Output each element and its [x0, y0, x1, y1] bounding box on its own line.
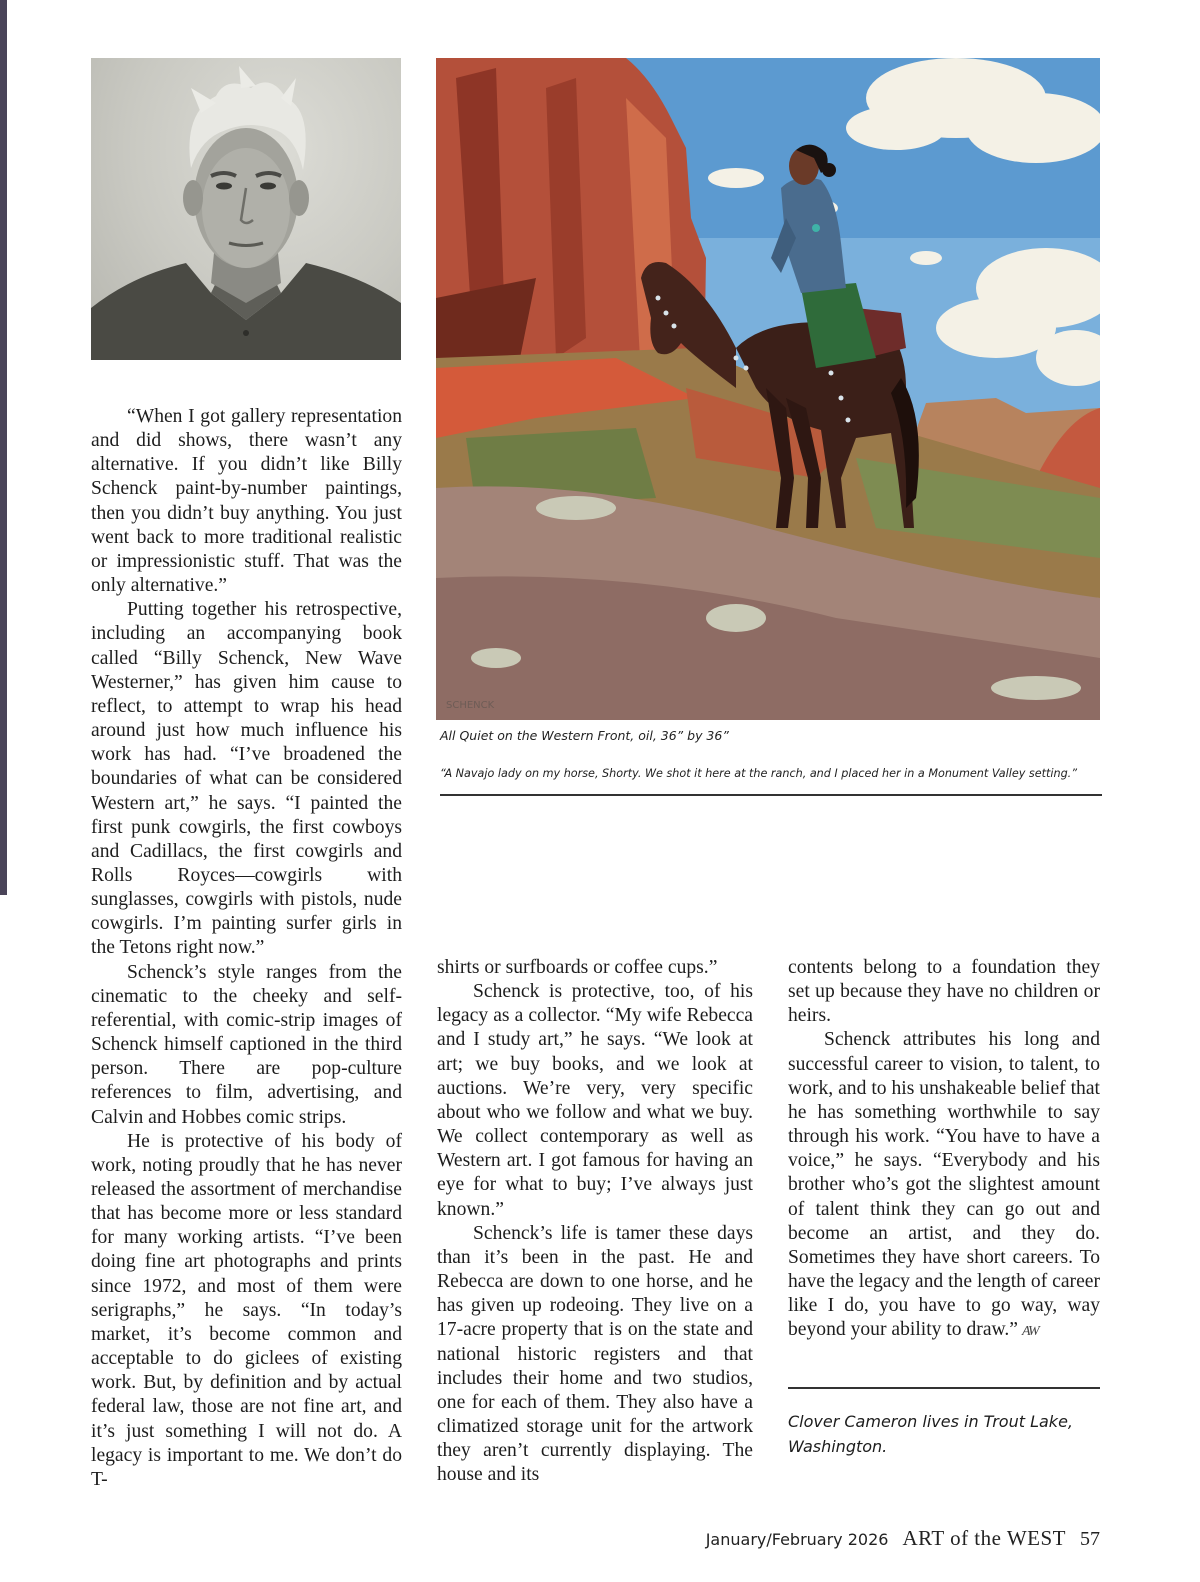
article-column-3 — [788, 956, 1100, 1345]
painting-caption-quote: “A Navajo lady on my horse, Shorty. We shot it here at the ranch, and I placed her in a Monument Valley setting.” — [440, 767, 1078, 780]
portrait-illustration — [91, 58, 401, 360]
painting-signature: SCHENCK — [446, 700, 495, 711]
article-column-2 — [437, 956, 753, 1487]
page-edge-bar — [0, 0, 7, 895]
painting-illustration — [436, 58, 1100, 720]
col3-paragraph-1: contents belong to a foundation they set up because they have no children or heirs. — [788, 957, 1100, 1027]
artist-portrait-photo — [91, 58, 401, 360]
col3-paragraph-2 — [788, 1028, 1100, 1344]
page-footer — [706, 1526, 1100, 1551]
painting-all-quiet-on-the-western-front — [436, 58, 1100, 720]
article-column-1 — [91, 405, 402, 1492]
footer-issue-date: January/February 2026 — [705, 1530, 889, 1549]
col1-paragraph-1: “When I got gallery representation and did shows, there wasn’t any alternative. If you didn’t like Billy Schenck paint-by-number paintings, then you didn’t buy anything. You just went back to more traditional realistic or impressionistic stuff. That was the only alternative.” — [91, 406, 402, 597]
author-bio: Clover Cameron lives in Trout Lake, Washington. — [788, 1412, 1073, 1456]
col1-paragraph-3: Schenck’s style ranges from the cinematic to the cheeky and self-referential, with comic-strip images of Schenck himself captioned in the third person. There are pop-culture references to film, advertising, and Calvin and Hobbes comic strips. — [91, 961, 402, 1128]
bio-divider — [788, 1387, 1100, 1389]
caption-divider — [440, 794, 1102, 796]
col2-paragraph-2: Schenck is protective, too, of his legacy as a collector. “My wife Rebecca and I study art,” he says. “We look at art; we buy books, and we look at auctions. We’re very, very specific about who we follow and what we buy. We collect contemporary as well as Western art. I got famous for having an eye for what to buy; I’ve always just known.” — [437, 981, 753, 1220]
footer-page-number: 57 — [1080, 1528, 1100, 1550]
col1-paragraph-2: Putting together his retrospective, including an accompanying book called “Billy Schenck, New Wave Westerner,” has given him cause to reflect, to attempt to wrap his head around just how much influence his work has had. “I’ve broadened the boundaries of what can be considered Western art,” he says. “I painted the first punk cowgirls, the first cowboys and Cadillacs, the first cowgirls and Rolls Royces—cowgirls with sunglasses, cowgirls with pistols, nude cowgirls. I’m painting surfer girls in the Tetons right now.” — [91, 599, 402, 959]
col2-paragraph-1: shirts or surfboards or coffee cups.” — [437, 957, 718, 978]
end-mark-icon: AW — [1022, 1324, 1038, 1340]
col1-paragraph-4: He is protective of his body of work, noting proudly that he has never released the assortment of merchandise that has become more or less standard for many working artists. “I’ve been doing fine art photographs and prints since 1972, and most of them were serigraphs,” he says. “In today’s market, it’s become common and acceptable to do giclees of existing work. But, by definition and by actual federal law, those are not fine art, and it’s just something I will not do. A legacy is important to me. We don’t do T- — [91, 1130, 402, 1490]
col2-paragraph-3: Schenck’s life is tamer these days than it’s been in the past. He and Rebecca are down to one horse, and he has given up rodeoing. They live on a 17-acre property that is on the state and national historic registers and that includes their home and two studios, one for each of them. They also have a climatized storage unit for the artwork they aren’t currently displaying. The house and its — [437, 1222, 753, 1486]
footer-magazine-logo: ART of the WEST — [902, 1526, 1066, 1550]
col3-paragraph-2-text: Schenck attributes his long and successful career to vision, to talent, to work, and to his unshakeable belief that he has something worthwhile to say through his work. “You have to have a voice,” he says. “Everybody and his brother who’s got the slightest amount of talent think they can go out and become an artist, and they do. Sometimes they have short careers. To have the legacy and the length of career like I do, you have to go way, way beyond your ability to draw.” — [788, 1029, 1100, 1341]
painting-caption-title: All Quiet on the Western Front, oil, 36” by 36” — [440, 728, 729, 743]
